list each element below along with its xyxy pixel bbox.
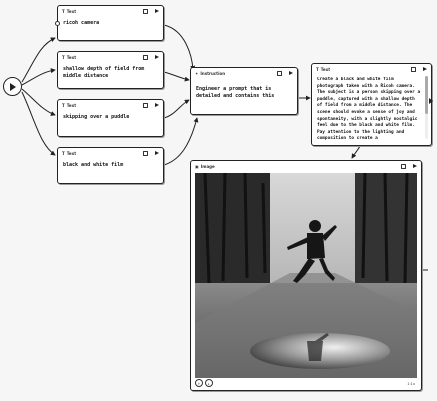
zoom-icon: ⌕ [197,380,200,386]
copy-icon[interactable] [143,151,148,156]
text-icon: T [62,151,65,156]
edge-start-text3 [22,89,55,115]
output-port-arrow[interactable] [429,98,433,104]
text-icon: T [316,67,319,72]
node-header [58,52,163,64]
text-node-skipping[interactable] [57,99,164,137]
edge-start-text1 [22,38,55,82]
run-node-icon[interactable] [413,164,417,168]
zoom-button[interactable] [195,379,203,387]
run-node-icon[interactable] [155,103,159,107]
node-text-content[interactable]: ricoh camera [63,20,100,26]
node-text-content[interactable]: shallow depth of field from middle distance [63,66,145,79]
text-node-depth-of-field[interactable] [57,51,164,89]
run-workflow-button[interactable] [3,77,22,96]
play-icon [10,83,16,91]
node-type-label: T Text [62,103,77,108]
copy-icon[interactable] [411,67,416,72]
node-header [58,6,163,18]
node-type-label: T Text [316,67,331,72]
scrollbar[interactable] [425,76,428,139]
generated-photo [195,173,417,378]
node-text-content[interactable]: skipping over a puddle [63,114,130,120]
copy-icon[interactable] [143,103,148,108]
node-header [58,100,163,112]
edge-text1-instruction [164,25,193,70]
run-node-icon[interactable] [155,9,159,13]
download-icon: ↓ [207,380,210,386]
run-node-icon[interactable] [423,67,427,71]
node-type-label: ✦ Instruction [195,71,226,76]
node-header [191,161,421,173]
generated-prompt-text[interactable]: Create a black and white film photograph taken with a Ricoh camera. The subject is a person skipping over a puddle, captured with a shallow depth of field from a middle distance. The scene should evoke a sense of joy and spontaneity, with a slightly nostalgic feel due to the black and white film. Pay attention to the lighting and composition to create a [317,77,421,142]
instruction-icon: ✦ [195,71,199,76]
run-node-icon[interactable] [155,151,159,155]
copy-icon[interactable] [401,164,406,169]
copy-icon[interactable] [143,55,148,60]
text-node-ricoh[interactable] [57,5,164,41]
instruction-text[interactable]: Engineer a prompt that is detailed and contains this [196,86,275,99]
image-icon: ▣ [195,164,199,169]
copy-icon[interactable] [143,9,148,14]
text-node-bw-film[interactable] [57,147,164,184]
edge-start-text2 [22,70,55,85]
node-type-label: T Text [62,55,77,60]
instruction-node[interactable] [190,67,298,115]
run-node-icon[interactable] [155,55,159,59]
edge-text2-instruction [164,72,189,80]
node-header [312,64,431,76]
text-icon: T [62,9,65,14]
copy-icon[interactable] [277,71,282,76]
node-type-label: T Text [62,9,77,14]
node-header [191,68,297,80]
input-port[interactable] [55,21,60,26]
scrollbar-thumb[interactable] [425,76,428,114]
node-text-content[interactable]: black and white film [63,162,124,168]
edge-output-image [352,146,360,158]
node-header [58,148,163,160]
edge-start-text4 [22,92,55,155]
image-node[interactable] [190,160,422,391]
text-icon: T [62,55,65,60]
download-button[interactable] [205,379,213,387]
output-text-node[interactable] [311,63,432,146]
edge-text4-instruction [164,118,197,165]
text-icon: T [62,103,65,108]
edge-text3-instruction [164,100,189,118]
node-type-label: ▣ Image [195,164,215,169]
node-type-label: T Text [62,151,77,156]
run-node-icon[interactable] [289,71,293,75]
photo-artwork [195,173,417,378]
image-size-label: 1:1x [407,382,415,386]
